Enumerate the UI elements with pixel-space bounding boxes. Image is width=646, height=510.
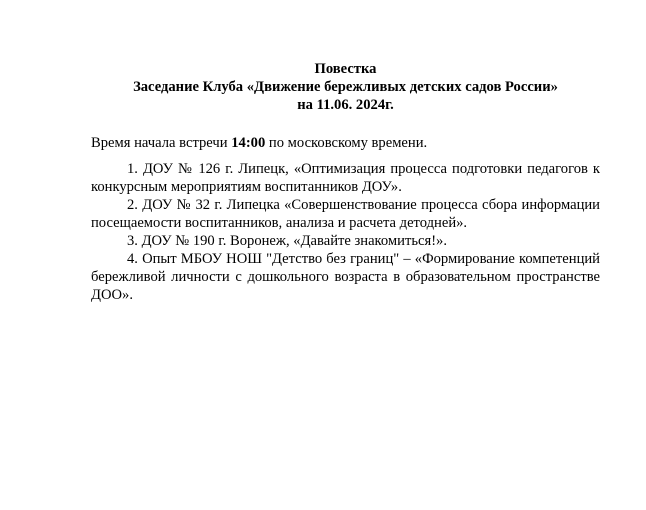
agenda-item-2: 2. ДОУ № 32 г. Липецка «Совершенствование процесса сбора информации посещаемости воспитанников, анализа и расчета детодней».	[91, 197, 600, 231]
agenda-list	[91, 160, 600, 304]
start-time-value: 14:00	[231, 135, 266, 151]
meeting-subtitle: Заседание Клуба «Движение бережливых детских садов России»	[133, 79, 558, 95]
document-title: Повестка	[314, 61, 377, 77]
agenda-item-3: 3. ДОУ № 190 г. Воронеж, «Давайте знакомиться!».	[127, 233, 447, 249]
meeting-date: на 11.06. 2024г.	[297, 97, 394, 113]
agenda-item-1: 1. ДОУ № 126 г. Липецк, «Оптимизация процесса подготовки педагогов к конкурсным мероприятиям воспитанников ДОУ».	[91, 161, 600, 195]
agenda-item-4: 4. Опыт МБОУ НОШ "Детство без границ" – «Формирование компетенций бережливой личности с дошкольного возраста в образовательном пространстве ДОО».	[91, 251, 600, 303]
start-time-prefix: Время начала встречи	[91, 135, 232, 151]
start-time-suffix: по московскому времени.	[265, 135, 428, 151]
start-time-paragraph	[91, 134, 600, 152]
document-heading	[91, 60, 600, 114]
document-page	[91, 60, 600, 304]
